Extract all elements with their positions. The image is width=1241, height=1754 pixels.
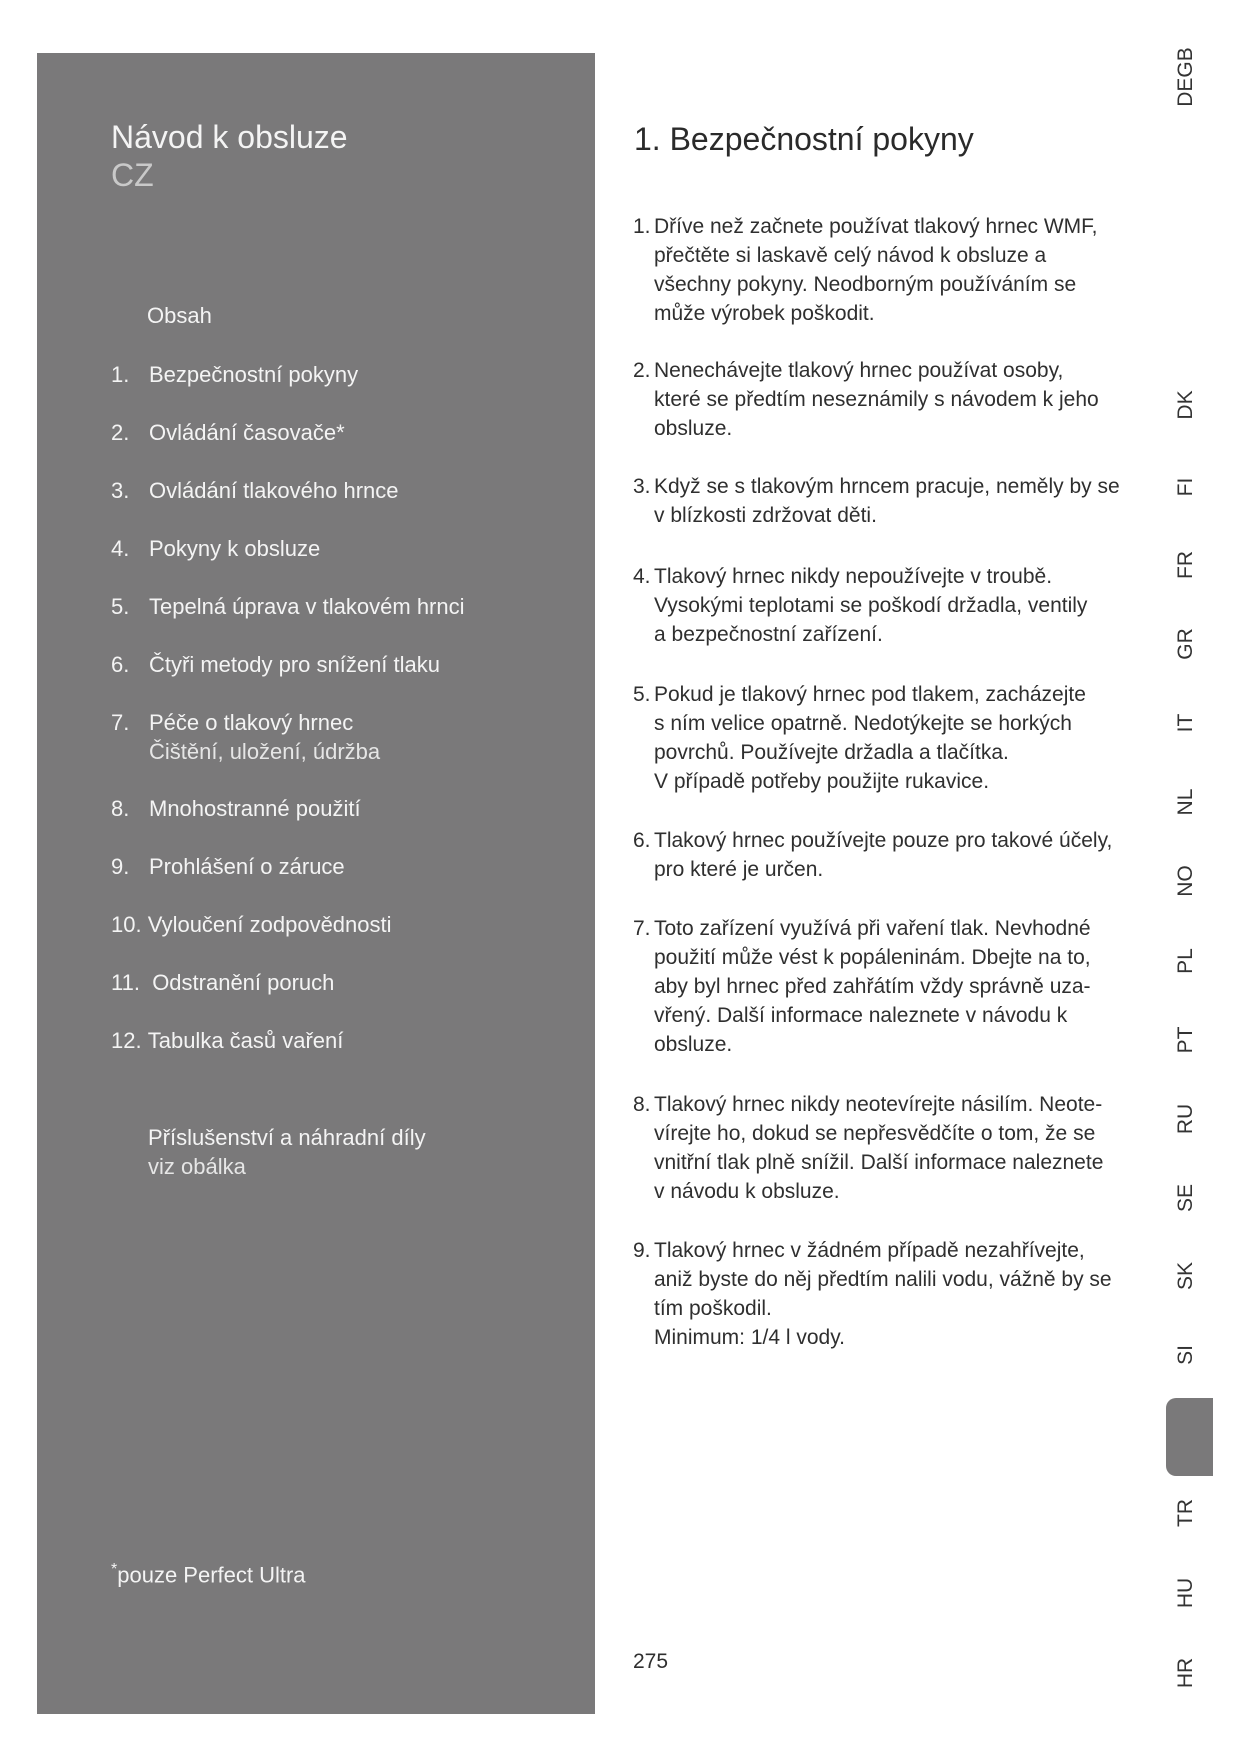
item-line: a bezpečnostní zařízení. (654, 623, 883, 646)
toc-sublabel: Čištění, uložení, údržba (149, 739, 381, 764)
accessories-sublabel: viz obálka (148, 1154, 246, 1179)
item-line: Vysokými teplotami se poškodí držadla, ventily (654, 594, 1088, 617)
item-line: v návodu k obsluze. (654, 1180, 840, 1203)
toc-number: 4. (111, 536, 130, 561)
item-line: aby byl hrnec před zahřátím vždy správně uza- (654, 975, 1091, 998)
safety-item (633, 1090, 1123, 1206)
item-line: povrchů. Používejte držadla a tlačítka. (654, 741, 1009, 764)
item-line: Nenechávejte tlakový hrnec používat osoby, (654, 359, 1064, 382)
item-number: 5. (633, 683, 651, 706)
manual-title: Návod k obsluze (111, 119, 348, 155)
item-line: vnitřní tlak plně snížil. Další informace naleznete (654, 1151, 1104, 1174)
toc-number: 7. (111, 710, 130, 735)
item-line: které se předtím neseznámily s návodem k jeho (654, 388, 1099, 411)
toc-label: Tabulka časů vaření (147, 1028, 344, 1053)
safety-item (633, 914, 1123, 1059)
item-number: 8. (633, 1093, 651, 1116)
item-line: Toto zařízení využívá při vaření tlak. Nevhodné (654, 917, 1091, 940)
toc-item[interactable] (111, 968, 334, 997)
toc-item[interactable] (111, 650, 440, 679)
toc-label: Vyloučení zodpovědnosti (147, 912, 392, 937)
toc-label: Ovládání tlakového hrnce (149, 478, 399, 503)
language-tab-fi[interactable]: FI (1174, 477, 1197, 497)
toc-item[interactable] (111, 1026, 343, 1055)
language-tab-it[interactable]: IT (1174, 713, 1197, 733)
toc-number: 6. (111, 652, 130, 677)
item-line: tím poškodil. (654, 1297, 772, 1320)
item-line: V případě potřeby použijte rukavice. (654, 770, 990, 793)
language-tab-no[interactable]: NO (1174, 865, 1197, 897)
language-tab-hr[interactable]: HR (1174, 1657, 1197, 1689)
toc-number: 11. (111, 970, 140, 995)
toc-number: 9. (111, 854, 130, 879)
section-title: 1. Bezpečnostní pokyny (634, 121, 974, 157)
toc-label: Mnohostranné použití (149, 796, 361, 821)
language-code: CZ (111, 157, 154, 193)
safety-item (633, 562, 1123, 649)
language-tab-gr[interactable]: GR (1174, 628, 1197, 660)
item-number: 1. (633, 215, 651, 238)
toc-item[interactable] (111, 534, 320, 563)
item-number: 4. (633, 565, 651, 588)
safety-item (633, 212, 1123, 328)
item-line: s ním velice opatrně. Nedotýkejte se horkých (654, 712, 1072, 735)
item-line: Tlakový hrnec používejte pouze pro takové účely, (654, 829, 1113, 852)
toc-number: 12. (111, 1028, 142, 1053)
toc-label: Prohlášení o záruce (149, 854, 345, 879)
footnote-text: pouze Perfect Ultra (117, 1562, 306, 1588)
footnote (111, 1561, 306, 1588)
safety-item (633, 356, 1123, 443)
item-line: Když se s tlakovým hrncem pracuje, neměly by se (654, 475, 1120, 498)
language-tab-pl[interactable]: PL (1174, 948, 1197, 974)
language-tab-nl[interactable]: NL (1174, 788, 1197, 816)
toc-label: Odstranění poruch (152, 970, 335, 995)
toc-number: 3. (111, 478, 130, 503)
language-tab-dk[interactable]: DK (1174, 390, 1197, 420)
toc-number: 10. (111, 912, 142, 937)
item-number: 9. (633, 1239, 651, 1262)
toc-number: 1. (111, 362, 130, 387)
item-line: Tlakový hrnec nikdy neotevírejte násilím. Neote- (654, 1093, 1103, 1116)
toc-label: Péče o tlakový hrnec (149, 710, 354, 735)
item-line: může výrobek poškodit. (654, 302, 875, 325)
toc-item[interactable] (111, 592, 465, 621)
item-line: Tlakový hrnec nikdy nepoužívejte v troubě. (654, 565, 1053, 588)
language-tab-tr[interactable]: TR (1174, 1499, 1197, 1527)
item-line: vřený. Další informace naleznete v návodu k (654, 1004, 1068, 1027)
item-line: všechny pokyny. Neodborným používáním se (654, 273, 1077, 296)
language-tab-pt[interactable]: PT (1174, 1026, 1197, 1054)
item-number: 7. (633, 917, 651, 940)
accessories-label: Příslušenství a náhradní díly (148, 1125, 426, 1150)
toc-label: Ovládání časovače* (149, 420, 345, 445)
toc-number: 2. (111, 420, 130, 445)
toc-item[interactable] (111, 708, 380, 766)
safety-item (633, 1236, 1123, 1352)
accessories-section (148, 1123, 426, 1181)
language-tab-degb[interactable]: DEGB (1174, 47, 1197, 107)
item-line: vírejte ho, dokud se nepřesvědčíte o tom, že se (654, 1122, 1096, 1145)
item-line: Minimum: 1/4 l vody. (654, 1326, 845, 1349)
item-line: v blízkosti zdržovat děti. (654, 504, 877, 527)
language-tab-sk[interactable]: SK (1174, 1262, 1197, 1291)
item-number: 6. (633, 829, 651, 852)
toc-label: Pokyny k obsluze (149, 536, 321, 561)
safety-item (633, 826, 1123, 884)
item-line: přečtěte si laskavě celý návod k obsluze a (654, 244, 1047, 267)
toc-item[interactable] (111, 418, 345, 447)
language-tab-si[interactable]: SI (1174, 1345, 1197, 1365)
toc-item[interactable] (111, 794, 361, 823)
page-number: 275 (633, 1650, 669, 1673)
toc-item[interactable] (111, 476, 399, 505)
safety-item (633, 472, 1123, 530)
item-line: obsluze. (654, 417, 733, 440)
item-line: pro které je určen. (654, 858, 824, 881)
item-line: obsluze. (654, 1033, 733, 1056)
toc-number: 5. (111, 594, 130, 619)
toc-item[interactable] (111, 360, 358, 389)
safety-item (633, 680, 1123, 796)
language-tab-se[interactable]: SE (1174, 1184, 1197, 1213)
sidebar-panel (37, 53, 595, 1714)
toc-label: Čtyři metody pro snížení tlaku (149, 652, 441, 677)
item-line: Tlakový hrnec v žádném případě nezahřívejte, (654, 1239, 1085, 1262)
toc-label: Tepelná úprava v tlakovém hrnci (149, 594, 465, 619)
toc-item[interactable] (111, 910, 392, 939)
active-language-tab[interactable] (1166, 1398, 1213, 1476)
language-tab-fr[interactable]: FR (1174, 551, 1197, 579)
toc-label: Bezpečnostní pokyny (149, 362, 359, 387)
language-tab-hu[interactable]: HU (1174, 1577, 1197, 1609)
item-line: Dříve než začnete používat tlakový hrnec WMF, (654, 215, 1098, 238)
item-line: použití může vést k popáleninám. Dbejte na to, (654, 946, 1091, 969)
toc-heading: Obsah (147, 303, 212, 328)
item-number: 3. (633, 475, 651, 498)
item-line: aniž byste do něj předtím nalili vodu, vážně by se (654, 1268, 1112, 1291)
footnote-mark: * (111, 1561, 118, 1578)
item-number: 2. (633, 359, 651, 382)
item-line: Pokud je tlakový hrnec pod tlakem, zacházejte (654, 683, 1086, 706)
toc-item[interactable] (111, 852, 345, 881)
language-tab-ru[interactable]: RU (1174, 1103, 1197, 1135)
toc-number: 8. (111, 796, 130, 821)
